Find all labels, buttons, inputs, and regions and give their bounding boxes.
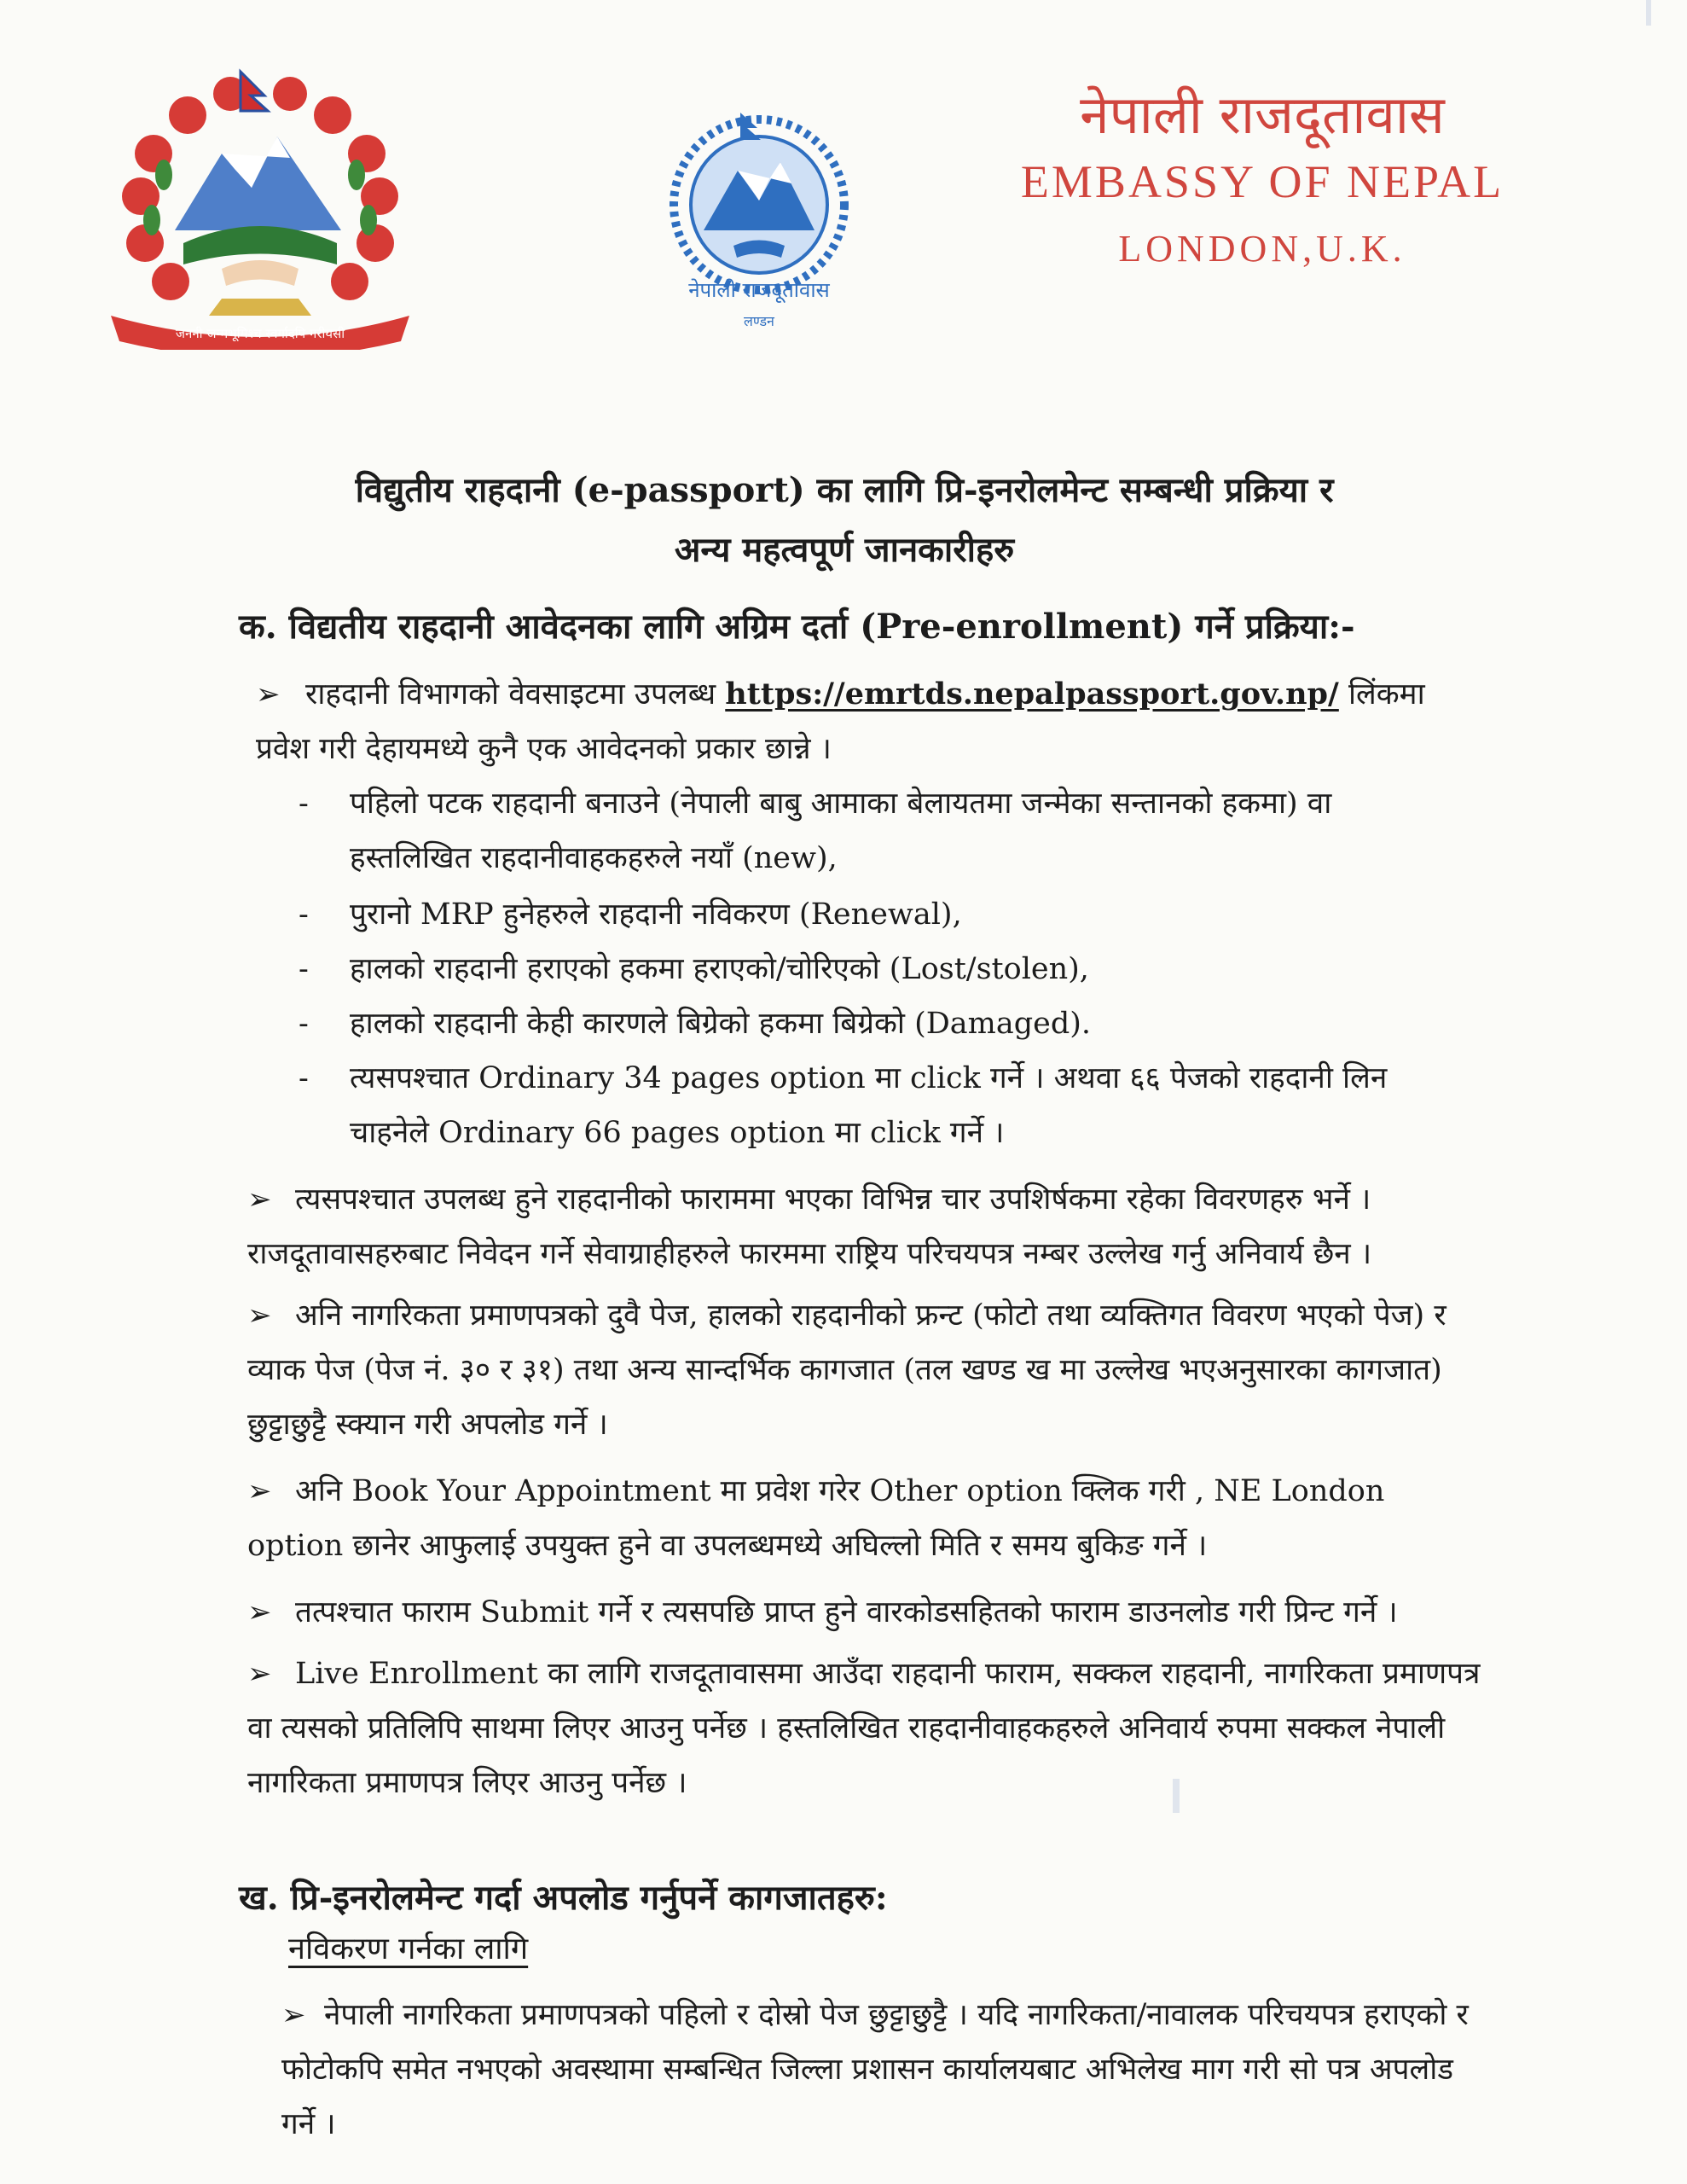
option-lost: - हालको राहदानी हराएको हकमा हराएको/चोरिएको (Lost/stolen), (299, 942, 1424, 996)
option-renewal: - पुरानो MRP हुनेहरुले राहदानी नविकरण (Renewal), (299, 887, 1424, 942)
bullet-citizenship-text: नेपाली नागरिकता प्रमाणपत्रको पहिलो र दोस्रो पेज छुट्टाछुट्टै । यदि नागरिकता/नावालक परिचयपत्र हराएको र फोटोकपि समेत नभएको अवस्थामा सम्बन्धित जिल्ला प्रशासन कार्यालयबाट अभिलेख माग गरी सो पत्र अपलोड गर्ने । (281, 1998, 1469, 2141)
option-pages-text: त्यसपश्चात Ordinary 34 pages option मा click गर्ने । अथवा ६६ पेजको राहदानी लिन चाहनेले Ordinary 66 pages option मा click गर्ने । (350, 1061, 1388, 1150)
arrow-bullet-icon: ➢ (247, 1182, 272, 1217)
bullet-live-enrollment (247, 1647, 1493, 1810)
option-damaged: - हालको राहदानी केही कारणले बिग्रेको हकमा बिग्रेको (Damaged). (299, 996, 1424, 1051)
option-new: - पहिलो पटक राहदानी बनाउने (नेपाली बाबु आमाका बेलायतमा जन्मेका सन्तानको हकमा) वा हस्तलिखित राहदानीवाहकहरुले नयाँ (new), (299, 776, 1424, 886)
document-title (256, 461, 1433, 580)
embassy-seal-icon (657, 102, 861, 341)
bullet-upload (247, 1288, 1501, 1452)
option-renewal-text: पुरानो MRP हुनेहरुले राहदानी नविकरण (Renewal), (350, 897, 962, 932)
arrow-bullet-icon: ➢ (281, 1998, 306, 2032)
section-ka-heading: क. विद्यतीय राहदानी आवेदनका लागि अग्रिम दर्ता (Pre-enrollment) गर्ने प्रक्रिया:- (239, 607, 1355, 647)
embassy-city: LONDON,U.K. (1118, 228, 1406, 270)
arrow-bullet-icon: ➢ (247, 1657, 272, 1691)
arrow-bullet-icon: ➢ (247, 1474, 272, 1508)
embassy-name-nepali: नेपाली राजदूतावास (1080, 84, 1445, 146)
bullet-website-pre: राहदानी विभागको वेवसाइटमा उपलब्ध (305, 677, 716, 712)
bullet-submit-text: तत्पश्चात फाराम Submit गर्ने र त्यसपछि प्राप्त हुने वारकोडसहितको फाराम डाउनलोड गरी प्रिन्ट गर्ने । (295, 1595, 1398, 1629)
bullet-upload-text: अनि नागरिकता प्रमाणपत्रको दुवै पेज, हालको राहदानीको फ्रन्ट (फोटो तथा व्यक्तिगत विवरण भएको पेज) र व्याक पेज (पेज नं. ३० र ३१) तथा अन्य सान्दर्भिक कागजात (तल खण्ड ख मा उल्लेख भएअनुसारका कागजात) छुट्टाछुट्टै स्क्यान गरी अपलोड गर्ने । (247, 1298, 1446, 1442)
bullet-website-post: लिंकमा प्रवेश गरी देहायमध्ये कुनै एक आवेदनको प्रकार छान्ने । (256, 677, 1425, 766)
option-pages: - त्यसपश्चात Ordinary 34 pages option मा click गर्ने । अथवा ६६ पेजको राहदानी लिन चाहनेले Ordinary 66 pages option मा click गर्ने । (299, 1051, 1475, 1160)
arrow-bullet-icon: ➢ (247, 1595, 272, 1629)
scan-edge (1646, 0, 1651, 26)
embassy-header (972, 81, 1552, 279)
title-line-1: विद्युतीय राहदानी (e-passport) का लागि प्रि-इनरोलमेन्ट सम्बन्धी प्रक्रिया र (355, 470, 1334, 510)
bullet-appointment-text: अनि Book Your Appointment मा प्रवेश गरेर Other option क्लिक गरी , NE London option छानेर आफुलाई उपयुक्त हुने वा उपलब्धमध्ये अघिल्लो मिति र समय बुकिङ गर्ने । (247, 1474, 1385, 1563)
bullet-appointment (247, 1464, 1484, 1573)
title-line-2: अन्य महत्वपूर्ण जानकारीहरु (674, 530, 1015, 570)
embassy-name-english: EMBASSY OF NEPAL (1020, 156, 1504, 207)
option-lost-text: हालको राहदानी हराएको हकमा हराएको/चोरिएको (Lost/stolen), (350, 952, 1089, 986)
arrow-bullet-icon: ➢ (256, 677, 281, 712)
scan-speck (1173, 1779, 1180, 1813)
bullet-citizenship (281, 1988, 1475, 2152)
option-damaged-text: हालको राहदानी केही कारणले बिग्रेको हकमा बिग्रेको (Damaged). (350, 1007, 1092, 1041)
bullet-website (256, 667, 1484, 776)
bullet-fill-form (247, 1172, 1484, 1281)
emblem-motto: जननी जन्मभूमिश्च स्वर्गादपि गरीयसी (175, 326, 345, 341)
renewal-subheading: नविकरण गर्नका लागि (288, 1931, 529, 1966)
seal-city: लण्डन (744, 313, 774, 329)
option-new-text: पहिलो पटक राहदानी बनाउने (नेपाली बाबु आमाका बेलायतमा जन्मेका सन्तानको हकमा) वा हस्तलिखित राहदानीवाहकहरुले नयाँ (new), (350, 787, 1332, 875)
section-kha-heading: ख. प्रि-इनरोलमेन्ट गर्दा अपलोड गर्नुपर्ने कागजातहरु: (239, 1878, 888, 1918)
arrow-bullet-icon: ➢ (247, 1298, 272, 1333)
national-emblem-icon (94, 60, 426, 350)
bullet-live-enrollment-text: Live Enrollment का लागि राजदूतावासमा आउँदा राहदानी फाराम, सक्कल राहदानी, नागरिकता प्रमाणपत्र वा त्यसको प्रतिलिपि साथमा लिएर आउनु पर्नेछ । हस्तलिखित राहदानीवाहकहरुले अनिवार्य रुपमा सक्कल नेपाली नागरिकता प्रमाणपत्र लिएर आउनु पर्नेछ । (247, 1657, 1481, 1800)
bullet-fill-form-text: त्यसपश्चात उपलब्ध हुने राहदानीको फाराममा भएका विभिन्न चार उपशिर्षकमा रहेका विवरणहरु भर्ने । राजदूतावासहरुबाट निवेदन गर्ने सेवाग्राहीहरुले फारममा राष्ट्रिय परिचयपत्र नम्बर उल्लेख गर्नु अनिवार्य छैन । (247, 1182, 1372, 1271)
passport-website-link[interactable]: https://emrtds.nepalpassport.gov.np/ (725, 677, 1339, 712)
bullet-submit (247, 1585, 1484, 1640)
seal-text: नेपाली राजदूतावास (688, 278, 830, 302)
